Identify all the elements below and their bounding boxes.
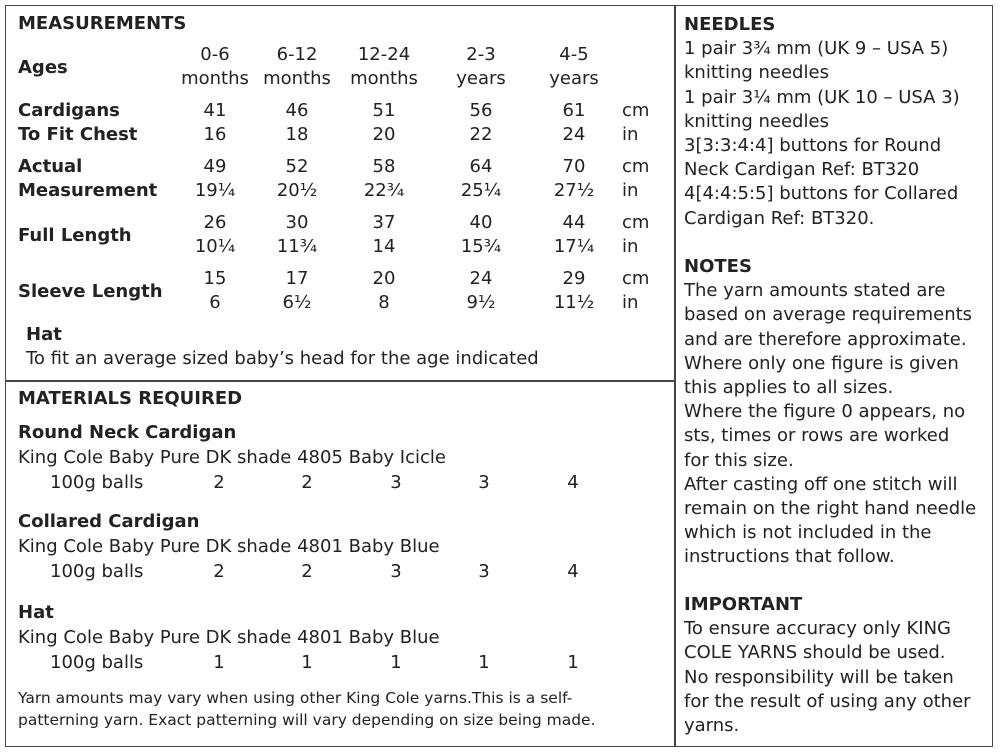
notes-line: remain on the right hand needle [684, 498, 977, 520]
notes-heading: NOTES [684, 256, 752, 277]
material-title: Hat [18, 602, 54, 623]
cell-value: 14 [372, 236, 396, 257]
age-unit: months [263, 68, 331, 89]
row-label: Measurement [18, 180, 158, 201]
needles-line: Neck Cardigan Ref: BT320 [684, 159, 920, 181]
material-yarn: King Cole Baby Pure DK shade 4805 Baby Icicle [18, 447, 446, 468]
needles-line: Cardigan Ref: BT320. [684, 207, 875, 229]
row-label: To Fit Chest [18, 124, 138, 145]
row-label: Cardigans [18, 100, 120, 121]
cell-value: 58 [372, 156, 396, 177]
balls-value: 1 [213, 652, 225, 673]
cell-value: 30 [285, 212, 309, 233]
balls-value: 4 [567, 472, 579, 493]
age-unit: years [549, 68, 599, 89]
needles-line: knitting needles [684, 62, 829, 84]
cell-value: 24 [469, 268, 493, 289]
cell-value: 40 [469, 212, 493, 233]
balls-label: 100g balls [50, 561, 144, 582]
important-section [684, 593, 971, 738]
balls-value: 1 [478, 652, 490, 673]
cell-value: 11½ [553, 292, 595, 313]
cell-value: 44 [562, 212, 586, 233]
cell-value: 29 [562, 268, 586, 289]
cell-value: 25¼ [460, 180, 502, 201]
unit-in: in [622, 292, 639, 313]
notes-line: based on average requirements [684, 304, 973, 326]
balls-value: 2 [301, 561, 313, 582]
cell-value: 20½ [276, 180, 318, 201]
needles-line: 1 pair 3¼ mm (UK 10 – USA 3) [684, 86, 960, 108]
age-range: 2-3 [466, 44, 496, 65]
balls-value: 3 [390, 472, 402, 493]
age-range: 6-12 [276, 44, 318, 65]
cell-value: 16 [203, 124, 227, 145]
notes-line: instructions that follow. [684, 546, 895, 568]
needles-heading: NEEDLES [684, 14, 776, 35]
unit-cm: cm [622, 100, 650, 121]
needles-line: knitting needles [684, 110, 829, 132]
balls-value: 1 [301, 652, 313, 673]
cell-value: 22 [469, 124, 493, 145]
notes-line: and are therefore approximate. [684, 328, 967, 350]
cell-value: 64 [469, 156, 493, 177]
balls-value: 3 [390, 561, 402, 582]
cell-value: 11¾ [276, 236, 318, 257]
notes-line: for this size. [684, 449, 794, 471]
cell-value: 15 [203, 268, 227, 289]
materials-heading: MATERIALS REQUIRED [18, 388, 243, 409]
age-range: 4-5 [559, 44, 589, 65]
notes-line: Where the figure 0 appears, no [684, 401, 966, 423]
important-line: To ensure accuracy only KING [684, 618, 951, 640]
cell-value: 52 [285, 156, 309, 177]
needles-line: 4[4:4:5:5] buttons for Collared [684, 183, 959, 205]
materials-footnote-line-1: Yarn amounts may vary when using other King Cole yarns.This is a self- [18, 689, 573, 707]
needles-section [684, 13, 960, 231]
cell-value: 24 [562, 124, 586, 145]
measurements-heading: MEASUREMENTS [18, 13, 187, 34]
notes-line: The yarn amounts stated are [684, 280, 946, 302]
cell-value: 19¼ [194, 180, 236, 201]
cell-value: 51 [372, 100, 396, 121]
needles-line: 3[3:3:4:4] buttons for Round [684, 135, 942, 157]
balls-value: 2 [301, 472, 313, 493]
notes-line: this applies to all sizes. [684, 377, 894, 399]
cell-value: 6½ [282, 292, 312, 313]
unit-in: in [622, 124, 639, 145]
notes-section [684, 255, 976, 570]
balls-value: 2 [213, 472, 225, 493]
unit-cm: cm [622, 268, 650, 289]
important-line: No responsibility will be taken [684, 666, 954, 688]
notes-line: which is not included in the [684, 522, 932, 544]
row-label: Actual [18, 156, 83, 177]
needles-line: 1 pair 3¾ mm (UK 9 – USA 5) [684, 38, 949, 60]
cell-value: 26 [203, 212, 227, 233]
cell-value: 70 [562, 156, 586, 177]
balls-value: 3 [478, 472, 490, 493]
row-label: Sleeve Length [18, 281, 163, 302]
cell-value: 49 [203, 156, 227, 177]
notes-line: Where only one figure is given [684, 352, 959, 374]
unit-cm: cm [622, 156, 650, 177]
cell-value: 17 [285, 268, 309, 289]
column-divider [674, 5, 676, 747]
cell-value: 10¼ [194, 236, 236, 257]
row-label: Full Length [18, 225, 132, 246]
cell-value: 15¾ [460, 236, 502, 257]
age-range: 12-24 [357, 44, 411, 65]
important-line: COLE YARNS should be used. [684, 642, 946, 664]
material-yarn: King Cole Baby Pure DK shade 4801 Baby Blue [18, 536, 440, 557]
age-unit: months [350, 68, 418, 89]
cell-value: 22¾ [363, 180, 405, 201]
age-unit: years [456, 68, 506, 89]
notes-line: sts, times or rows are worked [684, 425, 950, 447]
age-range: 0-6 [200, 44, 230, 65]
unit-cm: cm [622, 212, 650, 233]
cell-value: 9½ [466, 292, 496, 313]
balls-label: 100g balls [50, 652, 144, 673]
materials-footnote-line-2: patterning yarn. Exact patterning will vary depending on size being made. [18, 711, 596, 729]
cell-value: 18 [285, 124, 309, 145]
balls-value: 4 [567, 561, 579, 582]
cell-value: 27½ [553, 180, 595, 201]
balls-value: 3 [478, 561, 490, 582]
important-heading: IMPORTANT [684, 594, 803, 615]
balls-value: 1 [390, 652, 402, 673]
cell-value: 20 [372, 268, 396, 289]
unit-in: in [622, 236, 639, 257]
cell-value: 37 [372, 212, 396, 233]
cell-value: 61 [562, 100, 586, 121]
unit-in: in [622, 180, 639, 201]
cell-value: 6 [209, 292, 221, 313]
balls-label: 100g balls [50, 472, 144, 493]
hat-text: To fit an average sized baby’s head for the age indicated [26, 348, 539, 369]
important-line: yarns. [684, 715, 740, 737]
cell-value: 20 [372, 124, 396, 145]
material-yarn: King Cole Baby Pure DK shade 4801 Baby Blue [18, 627, 440, 648]
cell-value: 46 [285, 100, 309, 121]
balls-value: 2 [213, 561, 225, 582]
ages-label: Ages [18, 57, 68, 78]
material-title: Collared Cardigan [18, 511, 200, 532]
material-title: Round Neck Cardigan [18, 422, 237, 443]
cell-value: 17¼ [553, 236, 595, 257]
hat-heading: Hat [26, 324, 62, 345]
cell-value: 56 [469, 100, 493, 121]
cell-value: 8 [378, 292, 390, 313]
important-line: for the result of using any other [684, 690, 971, 712]
cell-value: 41 [203, 100, 227, 121]
balls-value: 1 [567, 652, 579, 673]
section-divider [5, 380, 675, 382]
age-unit: months [181, 68, 249, 89]
notes-line: After casting off one stitch will [684, 473, 958, 495]
